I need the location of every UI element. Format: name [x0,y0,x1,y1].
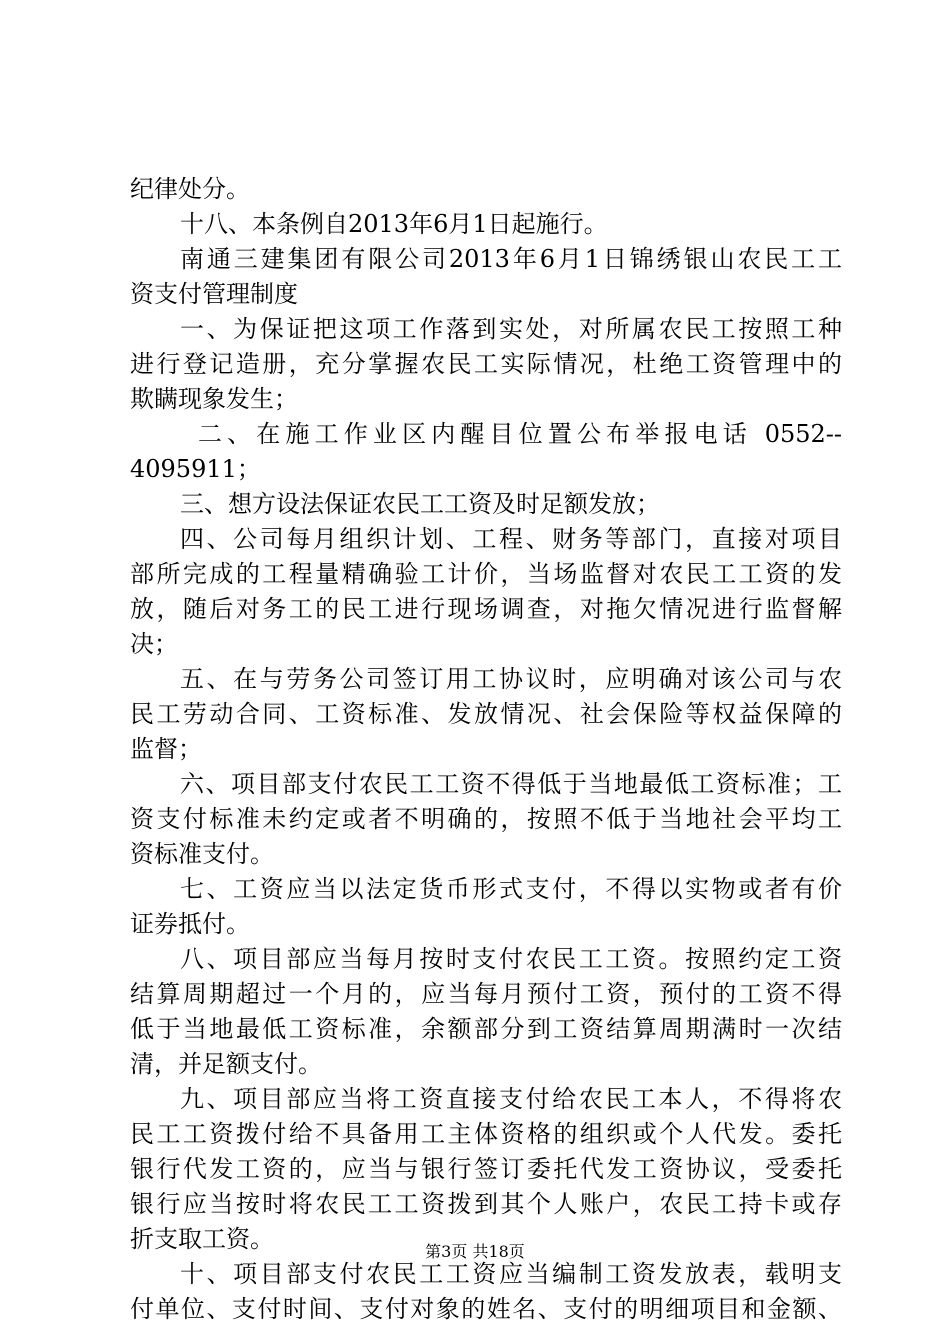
text-line: 五、在与劳务公司签订用工协议时，应明确对该公司与农 [180,665,842,693]
text-line: 资支付管理制度 [130,280,298,308]
page-number-footer: 第3页 共18页 [425,1242,525,1261]
text-line: 折支取工资。 [130,1225,274,1253]
text-line: 低于当地最低工资标准，余额部分到工资结算周期满时一次结 [130,1015,842,1043]
text-line: 民工劳动合同、工资标准、发放情况、社会保险等权益保障的 [130,700,842,728]
text-line: 部所完成的工程量精确验工计价，当场监督对农民工工资的发 [130,560,842,588]
text-line: 4095911； [130,455,261,483]
text-line: 八、项目部应当每月按时支付农民工工资。按照约定工资 [180,945,842,973]
text-line: 付单位、支付时间、支付对象的姓名、支付的明细项目和金额、 [130,1295,842,1323]
text-line: 七、工资应当以法定货币形式支付，不得以实物或者有价 [180,875,842,903]
text-line: 十、项目部支付农民工工资应当编制工资发放表，载明支 [180,1260,842,1288]
text-line: 纪律处分。 [130,175,250,203]
text-line: 民工工资拨付给不具备用工主体资格的组织或个人代发。委托 [130,1120,842,1148]
document-body [130,172,842,1327]
text-line: 欺瞒现象发生； [130,385,298,413]
text-line: 决； [130,630,178,658]
text-line: 三、想方设法保证农民工工资及时足额发放； [180,490,660,518]
text-line: 证券抵付。 [130,910,250,938]
text-line: 四、公司每月组织计划、工程、财务等部门，直接对项目 [180,525,842,553]
text-line: 九、项目部应当将工资直接支付给农民工本人，不得将农 [180,1085,842,1113]
text-line: 结算周期超过一个月的，应当每月预付工资，预付的工资不得 [130,980,842,1008]
text-line: 银行代发工资的，应当与银行签订委托代发工资协议，受委托 [130,1155,842,1183]
text-line: 一、为保证把这项工作落到实处，对所属农民工按照工种 [180,315,842,343]
text-line: 清，并足额支付。 [130,1050,322,1078]
text-line: 资标准支付。 [130,840,274,868]
text-line: 银行应当按时将农民工工资拨到其个人账户，农民工持卡或存 [130,1190,842,1218]
text-line: 监督； [130,735,202,763]
text-line: 二、在施工作业区内醒目位置公布举报电话 0552-- [198,420,842,448]
text-line: 进行登记造册，充分掌握农民工实际情况，杜绝工资管理中的 [130,350,842,378]
text-line: 放，随后对务工的民工进行现场调查，对拖欠情况进行监督解 [130,595,842,623]
text-line: 六、项目部支付农民工工资不得低于当地最低工资标准；工 [180,770,842,798]
text-line: 十八、本条例自2013年6月1日起施行。 [180,210,608,238]
text-line: 南通三建集团有限公司2013年6月1日锦绣银山农民工工 [180,245,842,273]
text-line: 资支付标准未约定或者不明确的，按照不低于当地社会平均工 [130,805,842,833]
